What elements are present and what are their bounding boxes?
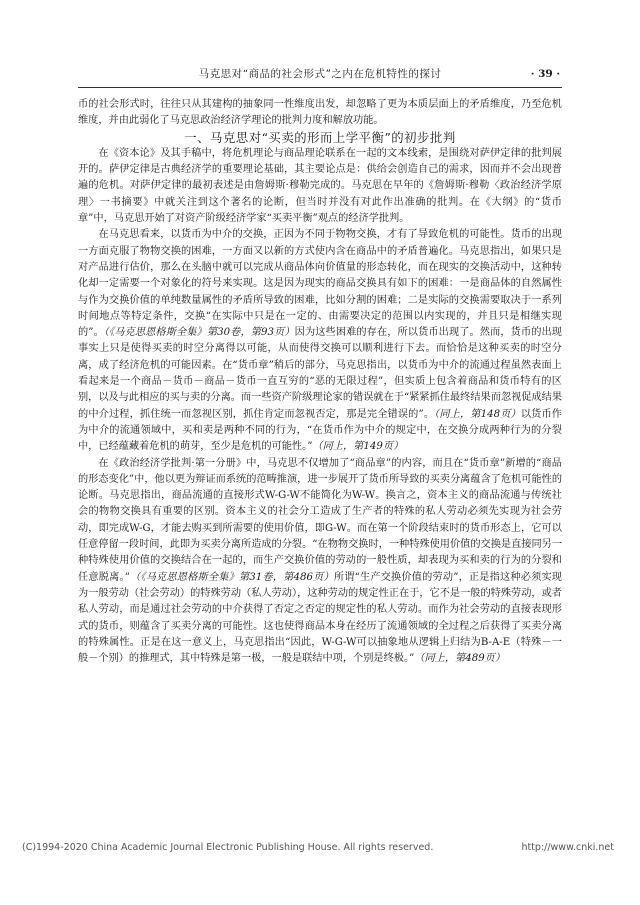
paragraph-2-text-b: 因为这些困难的存在，所以货币出现了。然而，货币的出现事实上只是使得买卖的时空分离得以可能，从而使得交换可以顺利进行下去。而恰恰是这种买卖的时空分离，成了经济危机的可能因素。在“货币章”稍后的部分，马克思指出，以货币为中介的流通过程虽然表面上看起来是一个商品－货币－商品－货币一直互穷的“恶的无限过程”，但实质上包含着商品和货币特有的区别，以及与此相应的买与卖的分离。而一些资产阶级理论家的错误就在于“紧紧抓住最终结果而忽视促成结果的中介过程，抓住统一而忽视区别，抓住肯定而忽视否定，那是完全错误的”。	[78, 327, 562, 420]
paragraph-1: 在《资本论》及其手稿中，将危机理论与商品理论联系在一起的文本线索，是围绕对萨伊定律的批判展开的。萨伊定律是古典经济学的重要理论基础，其主要论点是：供给会创造自己的需求，因而并不会出现普遍的危机。对萨伊定律的最初表述是由詹姆斯·穆勒完成的。马克思在早年的《詹姆斯·穆勒〈政治经济学原理〉一书摘要》中就关注到这个著名的论断，但当时并没有对此作出准确的批判。在《大纲》的“货币章”中，马克思开始了对资产阶级经济学家“买卖平衡”观点的经济学批判。	[78, 147, 562, 225]
citation: （《马克思恩格斯全集》第31卷，第486页）	[129, 571, 334, 583]
paragraph-3	[78, 456, 562, 668]
citation: （同上，第489页）	[414, 653, 506, 665]
website-link[interactable]: http://www.cnki.net	[521, 842, 614, 853]
paragraph-3-text-a: 在《政治经济学批判·第一分册》中，马克思不仅增加了“商品章”的内容，而且在“货币章”新增的“商品的形态变化”中，他以更为辩证而系统的范畴推演，进一步展开了货币所导致的买卖分离蕴含了危机可能性的论断。马克思指出，商品流通的直接形式W-G-W不能简化为W-W。换言之，资本主义的商品流通与传统社会的物物交换具有重要的区别。资本主义的社会分工造成了生产者的特殊的私人劳动必须先实现为社会劳动，即完成W-G，才能去购买到所需要的使用价值，即G-W。而在第一个阶段结束时的货币形态上，它可以任意停留一段时间，此即为买卖分离所造成的分裂。“在物物交换时，一种特殊使用价值的交换是直接同另一种特殊使用价值的交换结合在一起的，而生产交换价值的劳动的一般性质，却表现为买和卖的行为的分裂和任意脱离。”	[78, 457, 562, 583]
section-heading: 一、马克思对“买卖的形而上学平衡”的初步批判	[184, 129, 456, 145]
running-header	[78, 66, 562, 82]
intro-paragraph: 币的社会形式时，往往只从其建构的抽象同一性维度出发，却忽略了更为本质层面上的矛盾维度，乃至危机维度，并由此弱化了马克思政治经济学理论的批判力度和解放功能。	[78, 99, 562, 127]
citation: （《马克思恩格斯全集》第30卷，第93页）	[103, 327, 295, 339]
copyright-notice: (C)1994-2020 China Academic Journal Electronic Publishing House. All rights reserved.	[22, 842, 434, 853]
page-number: · 39 ·	[530, 68, 560, 80]
running-title: 马克思对“商品的社会形式”之内在危机特性的探讨	[198, 68, 442, 80]
citation: （同上，第148页）	[434, 408, 521, 420]
paragraph-2	[78, 227, 562, 455]
paragraph-3-text-b: 所谓“生产交换价值的劳动”，正是指这种必须实现为一般劳动（社会劳动）的特殊劳动（私人劳动），这种劳动的规定性正在于，它不是一般的特殊劳动，或者私人劳动，而是通过社会劳动的中介获得了否定之否定的规定性的私人劳动。而作为社会劳动的直接表现形式的货币，则蕴含了买卖分离的可能性。这也使得商品本身在经历了流通领域的全过程之后获得了买卖分离的特殊属性。正是在这一意义上，马克思指出“因此，W-G-W可以抽象地从逻辑上归结为B-A-E（特殊－一般－个别）的推理式，其中特殊是第一极，一般是联结中项，个别是终极。”	[78, 571, 562, 665]
paragraph-2-text-c: 以货币作为中介的流通领域中，买和卖是两种不同的行为，“在货币作为中介的规定中，在交换分成两种行为的分裂中，已经蕴藏着危机的萌芽，至少是危机的可能性。”	[78, 408, 562, 453]
header-divider	[78, 87, 562, 88]
paragraph-2-text-a: 在马克思看来，以货币为中介的交换，正因为不同于物物交换，才有了导致危机的可能性。货币的出现一方面克服了物物交换的困难，一方面又以新的方式使内含在商品中的矛盾普遍化。马克思指出，如果只是对产品进行估价，那么在头脑中就可以完成从商品体向价值量的形态转化，而在现实的交换活动中，这种转化却一定需要一个对象化的符号来实现。这是因为现实的商品交换具有如下的困难：一是商品体的自然属性与作为交换价值的单纯数量属性的矛盾所导致的困难，比如分割的困难；二是实际的交换需要取决于一系列时间地点等特定条件，交换“在实际中只是在一定的、由需要决定的范围以内实现的，并且只是相继实现的”。	[78, 229, 562, 339]
article-body	[78, 97, 562, 833]
citation: （同上，第149页）	[312, 441, 404, 453]
